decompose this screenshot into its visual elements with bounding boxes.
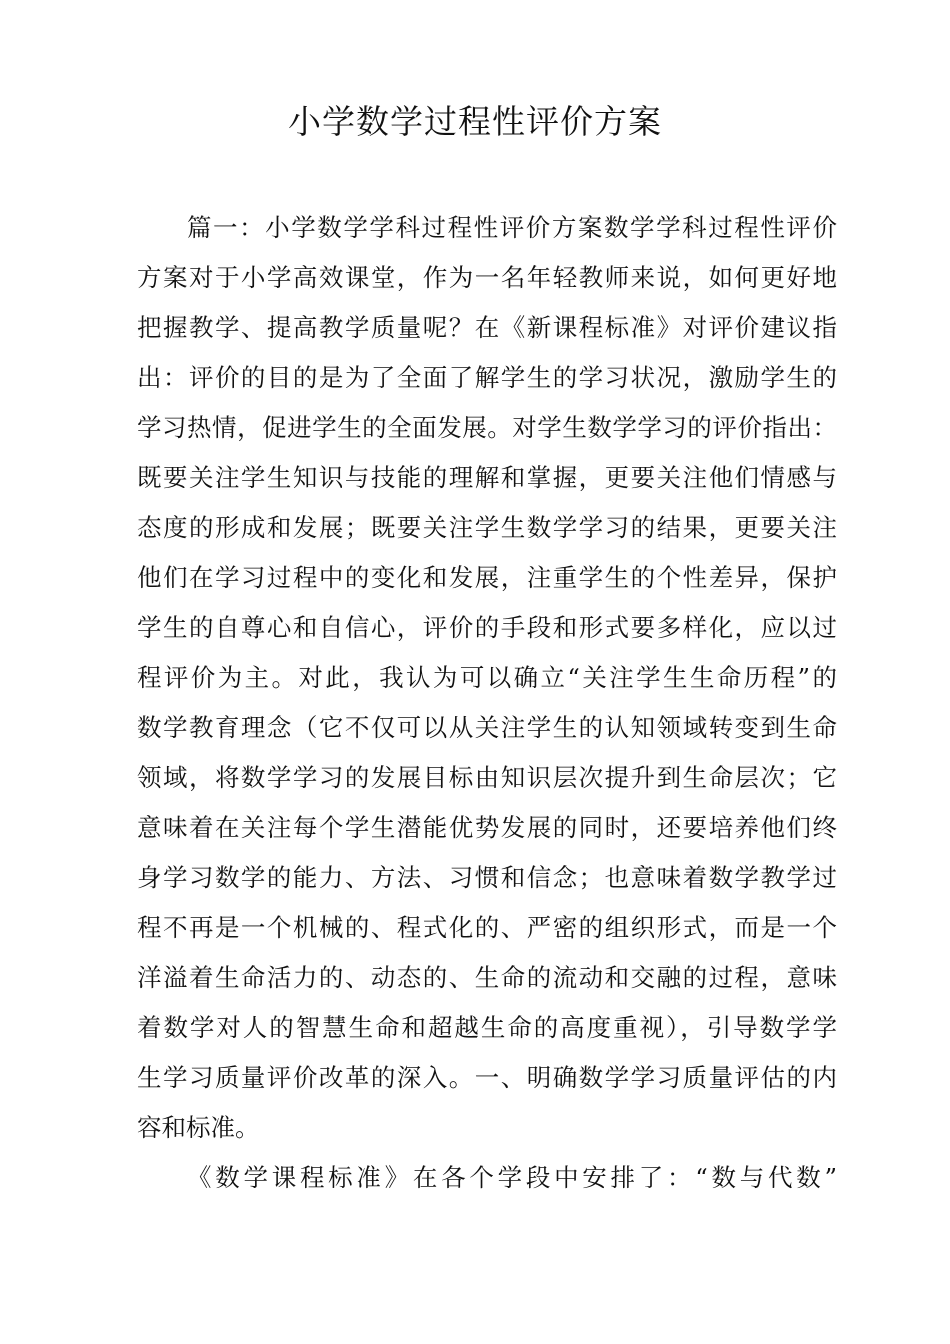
document-title: 小学数学过程性评价方案: [288, 102, 662, 141]
text-line: 出：评价的目的是为了全面了解学生的学习状况，激励学生的: [137, 363, 837, 392]
text-line: 意味着在关注每个学生潜能优势发展的同时，还要培养他们终: [137, 813, 837, 842]
text-line: 学习热情，促进学生的全面发展。对学生数学学习的评价指出：: [137, 413, 837, 442]
text-line: 着数学对人的智慧生命和超越生命的高度重视），引导数学学: [137, 1013, 837, 1042]
text-line: 程评价为主。对此，我认为可以确立“关注学生生命历程”的: [137, 663, 837, 692]
text-line: 学生的自尊心和自信心，评价的手段和形式要多样化，应以过: [137, 613, 837, 642]
text-line: 数学教育理念（它不仅可以从关注学生的认知领域转变到生命: [137, 713, 837, 742]
text-line: 洋溢着生命活力的、动态的、生命的流动和交融的过程，意味: [137, 963, 837, 992]
text-line: 《数学课程标准》在各个学段中安排了：“数与代数”: [187, 1163, 837, 1192]
text-line: 容和标准。: [137, 1113, 260, 1142]
text-line: 篇一：小学数学学科过程性评价方案数学学科过程性评价: [187, 213, 837, 242]
text-line: 领域，将数学学习的发展目标由知识层次提升到生命层次；它: [137, 763, 837, 792]
text-line: 他们在学习过程中的变化和发展，注重学生的个性差异，保护: [137, 563, 837, 592]
text-line: 既要关注学生知识与技能的理解和掌握，更要关注他们情感与: [137, 463, 837, 492]
text-line: 身学习数学的能力、方法、习惯和信念；也意味着数学教学过: [137, 863, 837, 892]
text-line: 程不再是一个机械的、程式化的、严密的组织形式，而是一个: [137, 913, 837, 942]
text-line: 生学习质量评价改革的深入。一、明确数学学习质量评估的内: [137, 1063, 837, 1092]
text-line: 态度的形成和发展；既要关注学生数学学习的结果，更要关注: [137, 513, 837, 542]
text-line: 方案对于小学高效课堂，作为一名年轻教师来说，如何更好地: [137, 263, 837, 292]
text-line: 把握教学、提高教学质量呢？在《新课程标准》对评价建议指: [137, 313, 837, 342]
